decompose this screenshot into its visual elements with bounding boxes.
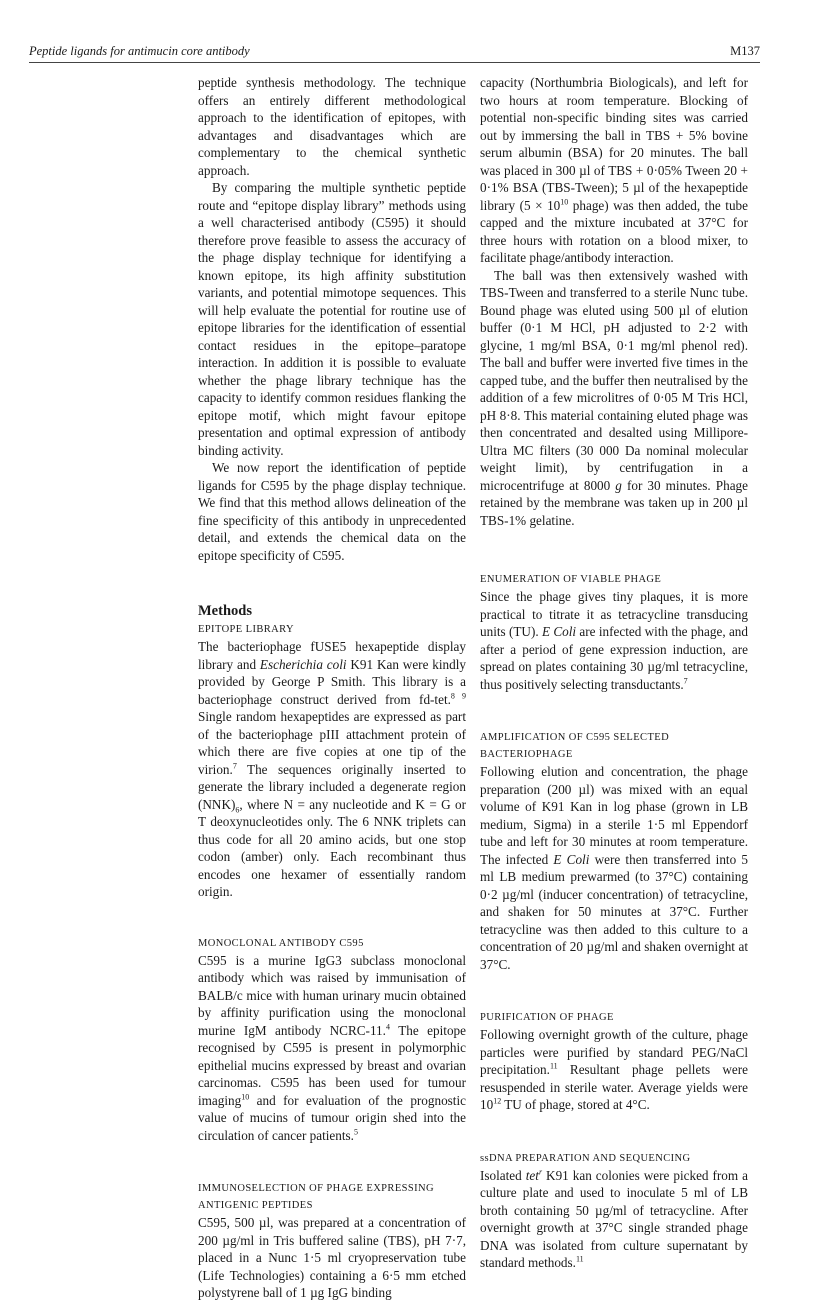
amplification-heading-line-1: AMPLIFICATION OF C595 SELECTED: [480, 732, 670, 743]
amplification-heading-line-2: BACTERIOPHAGE: [480, 749, 573, 760]
right-column: [480, 74, 748, 1272]
immunoselection-heading-line-2: ANTIGENIC PEPTIDES: [198, 1200, 313, 1211]
purification-heading: PURIFICATION OF PHAGE: [480, 1012, 614, 1023]
ssdna-text: Isolated tet$^r$ K91 kan colonies were picked from a culture plate and used to inoculate 5 ml of LB broth containing 50 µg/ml of tetracycline. After overnight growth at 37°C single stranded phage DNA was isolated from culture supernatant by standard methods.$^{11}$: [480, 1167, 748, 1270]
ssdna-heading: ssDNA PREPARATION AND SEQUENCING: [480, 1152, 691, 1164]
running-header: [0, 44, 816, 64]
immunoselection-heading-line-1: IMMUNOSELECTION OF PHAGE EXPRESSING: [198, 1183, 434, 1194]
immunoselection-continued-2: The ball was then extensively washed with TBS-Tween and transferred to a sterile Nunc tube. Bound phage was eluted using 500 µl of elution buffer (0·1 M HCl, pH adjusted to 2·2 with glycine, 1 mg/ml BSA, 0·1 mg/ml phenol red). The ball and buffer were inverted five times in the capped tube, and the buffer then neutralised by the addition of a few microlitres of 0·05 M Tris HCl, pH 8·8. This material containing eluted phage was then concentrated and desalted using Millipore-Ultra MC filters (30 000 Da nominal molecular weight limit), by centrifugation in a microcentrifuge at 8000 g for 30 minutes. Phage retained by the membrane was taken up in 200 µl TBS-1% gelatine.: [480, 267, 748, 528]
epitope-library-text: The bacteriophage fUSE5 hexapeptide display library and Escherichia coli K91 Kan were kindly provided by George P Smith. This library is a bacteriophage construct derived from fd-tet.$^{8 9}$ Single random hexapeptides are expressed as part of the bacteriophage pIII attachment protein of which there are five copies at one tip of the virion.$^7$ The sequences originally inserted to generate the library included a degenerate region $(NNK)_6$, where N = any nucleotide and K = G or T deoxynucleotides only. The 6 NNK triplets can thus code for all 20 amino acids, but one stop codon (amber) only. Each recombinant thus encodes one hexamer of essentially random origin.: [198, 639, 467, 899]
immunoselection-continued-1: capacity (Northumbria Biologicals), and left for two hours at room temperature. Blocking of potential non-specific binding sites was carried out by immersing the ball in TBS + 5% bovine serum albumin (BSA) for 20 minutes. The ball was placed in 300 µl of TBS + 0·05% Tween 20 + 0·1% BSA (TBS-Tween); 5 µl of the hexapeptide library ($5 \times 10^{10}$ phage) was then added, the tube capped and the mixture incubated at 37°C for three hours with rotation on a blood mixer, to facilitate phage/antibody interaction.: [480, 75, 748, 265]
amplification-text: Following elution and concentration, the phage preparation (200 µl) was mixed with an equal volume of K91 Kan in log phase (grown in LB medium, Sigma) in a sterile 1·5 ml Eppendorf tube and left for 30 minutes at room temperature. The infected E Coli were then transferred into 5 ml LB medium prewarmed (to 37°C) containing 0·2 µg/ml (inducer concentration) of tetracycline, and shaken for 50 minutes at 37°C. Further tetracycline was then added to this culture to a concentration of 20 µg/ml and shaken overnight at 37°C.: [480, 764, 748, 972]
intro-paragraph-2: By comparing the multiple synthetic peptide route and “epitope display library” methods using a well characterised antibody (C595) it should therefore prove feasible to assess the accuracy of the phage display technique for identifying a known epitope, its high affinity substitution variants, and potential mimotope sequences. This will help evaluate the potential for routine use of epitope libraries for the identification of essential contact residues in the epitope–paratope interaction. In addition it is possible to evaluate whether the phage library technique has the capacity to identify common residues flanking the epitope motif, which might favour epitope presentation and optimal expression of antibody binding activity.: [198, 180, 466, 458]
enumeration-heading: ENUMERATION OF VIABLE PHAGE: [480, 574, 662, 585]
epitope-library-heading: EPITOPE LIBRARY: [198, 624, 294, 635]
running-title: Peptide ligands for antimucin core antibody: [29, 44, 250, 58]
header-rule: [29, 62, 760, 63]
immunoselection-text: C595, 500 µl, was prepared at a concentration of 200 µg/ml in Tris buffered saline (TBS), pH 7·7, placed in a Nunc 1·5 ml cryopreservation tube (Life Technologies) containing a 6·5 mm etched polystyrene ball of 1 µg IgG binding: [198, 1215, 466, 1300]
monoclonal-antibody-text: C595 is a murine IgG3 subclass monoclonal antibody which was raised by immunisation of BALB/c mice with human urinary mucin obtained by affinity purification using the monoclonal murine IgM antibody NCRC-11.$^4$ The epitope recognised by C595 is present in polymorphic epithelial mucins expressed by breast and ovarian carcinomas. C595 has been used for tumour imaging$^{10}$ and for evaluation of the prognostic value of mucins of tumour origin shed into the circulation of cancer patients.$^5$: [198, 952, 466, 1143]
left-column: [198, 74, 466, 1302]
methods-heading: Methods: [198, 603, 252, 619]
intro-paragraph-1: peptide synthesis methodology. The technique offers an entirely different methodological approach to the identification of epitopes, with advantages and disadvantages which are complementary to the chemical synthetic approach.: [198, 75, 466, 178]
purification-text: Following overnight growth of the culture, phage particles were purified by standard PEG/NaCl precipitation.$^{11}$ Resultant phage pellets were resuspended in sterile water. Average yields were $10^{12}$ TU of phage, stored at 4°C.: [480, 1027, 748, 1112]
page-number: M137: [730, 44, 760, 58]
monoclonal-antibody-heading: MONOCLONAL ANTIBODY C595: [198, 937, 364, 949]
intro-paragraph-3: We now report the identification of peptide ligands for C595 by the phage display technique. We find that this method allows delineation of the fine specificity of this antibody in unprecedented detail, and extends the chemical data on the epitope specificity of C595.: [198, 460, 466, 563]
enumeration-text: Since the phage gives tiny plaques, it is more practical to titrate it as tetracycline transducing units (TU). E Coli are infected with the phage, and after a period of gene expression induction, are spread on plates containing 30 µg/ml tetracycline, thus positively selecting transductants.$^7$: [480, 589, 748, 692]
